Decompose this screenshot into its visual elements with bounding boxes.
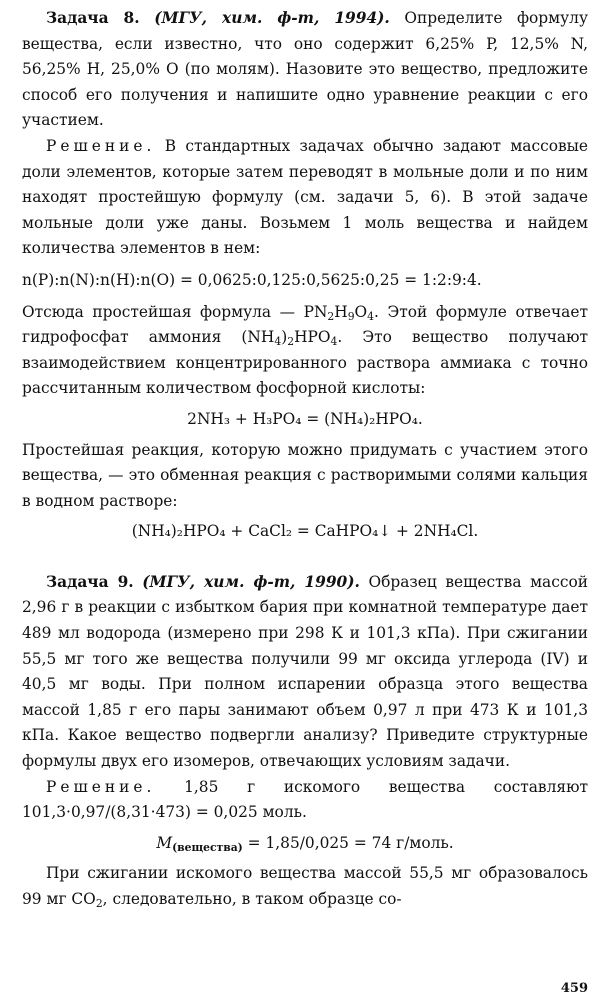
task8-equation-1: 2NH₃ + H₃PO₄ = (NH₄)₂HPO₄. xyxy=(187,409,423,428)
text-fragment: . Это вещество получают взаимодействием концентрированного раствора аммиака с точно рассчитанным количеством фосфорной кислоты: xyxy=(22,328,588,398)
task9-title: Задача 9. xyxy=(46,572,134,591)
text-fragment: ) xyxy=(281,328,288,347)
task9-solution-label: Решение. xyxy=(46,777,156,796)
text-fragment: HPO xyxy=(294,328,331,347)
subscript: 2 xyxy=(327,309,335,323)
subscript: 4 xyxy=(367,309,375,323)
task9-solution xyxy=(22,775,588,826)
task9-text: Образец вещества массой 2,96 г в реакции с избытком бария при комнатной температуре дает 489 мл водорода (измерено при 298 К и 101,3 кПа). При сжигании 55,5 мг того же вещества получили 99 мг оксида углерода (IV) и 40,5 мг воды. При полном испарении образца этого вещества массой 1,85 г его пары занимают объем 0,97 л при 473 К и 101,3 кПа. Какое вещество подвергли анализу? Приведите структурные формулы двух его изомеров, отвечающих условиям задачи. xyxy=(22,572,588,771)
subscript: 2 xyxy=(287,335,295,349)
task9-source: (МГУ, хим. ф-т, 1990). xyxy=(142,572,360,591)
task8-paragraph-3: Простейшая реакция, которую можно придумать с участием этого вещества, — это обменная реакция с растворимыми солями кальция в водном растворе: xyxy=(22,440,588,510)
section-gap xyxy=(22,550,588,570)
text-fragment: H xyxy=(334,302,348,321)
task8-solution xyxy=(22,134,588,262)
molar-mass-symbol: M xyxy=(156,833,173,852)
text-fragment: При сжигании искомого вещества массой 55,5 мг образовалось 99 мг CO xyxy=(22,864,588,908)
task8-paragraph-2 xyxy=(22,300,588,402)
subscript: 2 xyxy=(95,897,103,910)
text-fragment: . Этой формуле отвечает гидрофосфат аммония (NH xyxy=(22,302,588,347)
text-fragment: , следовательно, в таком образце со- xyxy=(102,890,402,908)
task8-title: Задача 8. xyxy=(46,9,140,27)
task9-molar-mass-equation xyxy=(22,831,588,857)
task9-statement xyxy=(22,570,588,775)
task8-text: Определите формулу вещества, если известно, что оно содержит 6,25% P, 12,5% N, 56,25% H, 25,0% O (по молям). Назовите это вещество, предложите способ его получения и напишите одно уравнение реакции с его участием. xyxy=(22,9,589,130)
page-number: 459 xyxy=(560,981,588,996)
subscript: 4 xyxy=(330,335,338,349)
task9-paragraph-last xyxy=(22,861,588,912)
task8-ratio-formula: n(P):n(N):n(H):n(O) = 0,0625:0,125:0,5625:0,25 = 1:2:9:4. xyxy=(22,270,482,289)
task8-statement xyxy=(22,6,588,134)
text-fragment: = 1,85/0,025 = 74 г/моль. xyxy=(242,833,454,852)
subscript: (вещества) xyxy=(172,840,243,854)
task9-solution-text: 1,85 г искомого вещества составляют 101,3·0,97/(8,31·473) = 0,025 моль. xyxy=(22,777,588,822)
task8-source: (МГУ, хим. ф-т, 1994). xyxy=(154,9,390,27)
subscript: 9 xyxy=(347,309,355,323)
text-fragment: Отсюда простейшая формула — PN xyxy=(22,302,328,321)
text-fragment: O xyxy=(354,302,368,321)
task8-solution-label: Решение. xyxy=(46,136,156,155)
subscript: 4 xyxy=(274,335,282,349)
task8-equation-2: (NH₄)₂HPO₄ + CaCl₂ = CaHPO₄↓ + 2NH₄Cl. xyxy=(131,522,479,541)
task8-solution-text: В стандартных задачах обычно задают массовые доли элементов, которые затем переводят в мольные доли и по ним находят простейшую формулу (см. задачи 5, 6). В этой задаче мольные доли уже даны. Возьмем 1 моль вещества и найдем количества элементов в нем: xyxy=(22,136,588,258)
